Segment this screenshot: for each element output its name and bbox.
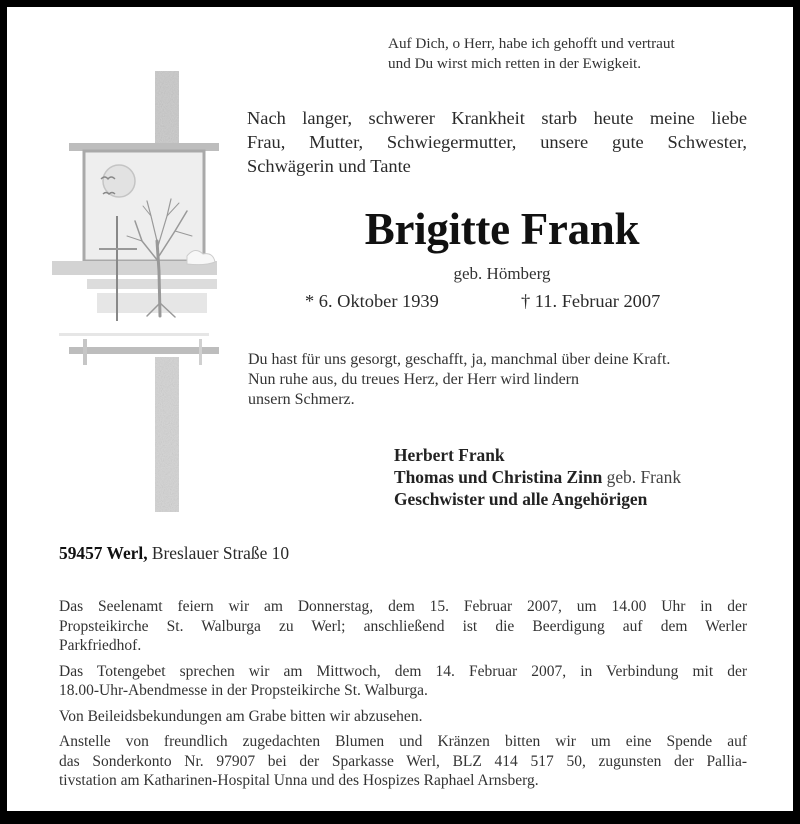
mourner-3: Geschwister und alle Angehörigen [394, 489, 648, 509]
motto [388, 34, 675, 74]
verse-line-1: Du hast für uns gesorgt, geschafft, ja, manchmal über deine Kraft. [248, 351, 671, 368]
mourner-2-maiden: geb. Frank [602, 467, 682, 487]
notes-paragraph-donation [59, 732, 747, 791]
notes-p4-line-2: das Sonderkonto Nr. 97907 bei der Sparkasse Werl, BLZ 414 517 50, zugunsten der Pallia- [59, 752, 747, 770]
death-date: † 11. Februar 2007 [521, 291, 661, 311]
motto-line-2: und Du wirst mich retten in der Ewigkeit. [388, 55, 642, 72]
maiden-name: geb. Hömberg [453, 264, 551, 283]
mourner-1: Herbert Frank [394, 445, 505, 465]
deceased-name: Brigitte Frank [364, 204, 640, 254]
verse-line-2: Nun ruhe aus, du treues Herz, der Herr wird lindern [248, 371, 579, 388]
notes-p2-line-2: 18.00-Uhr-Abendmesse in der Propsteikirche St. Walburga. [59, 682, 428, 699]
address-city: 59457 Werl, [59, 543, 148, 563]
intro-line-1: Nach langer, schwerer Krankheit starb heute meine liebe [247, 108, 747, 128]
verse [248, 350, 670, 410]
notes-p4-line-1: Anstelle von freundlich zugedachten Blumen und Kränzen bitten wir um eine Spende auf [59, 733, 747, 750]
mourners-list [394, 444, 681, 510]
mourner-2-names: Thomas und Christina Zinn [394, 467, 603, 487]
notes-p2-line-1: Das Totengebet sprechen wir am Mittwoch, dem 14. Februar 2007, in Verbindung mit der [59, 662, 747, 680]
mourner-2 [394, 466, 681, 488]
address [59, 543, 289, 564]
intro-line-3: Schwägerin und Tante [247, 156, 411, 176]
notes-paragraph-requiem [59, 597, 747, 656]
verse-line-3: unsern Schmerz. [248, 391, 355, 408]
intro-text [247, 106, 747, 178]
funeral-notes [59, 597, 747, 797]
obituary-page [7, 7, 793, 811]
notes-p1-line-2: Propsteikirche St. Walburga zu Werl; anschließend ist die Beerdigung auf dem Werler [59, 617, 747, 635]
notes-p1-line-3: Parkfriedhof. [59, 637, 142, 654]
notes-p1-line-1: Das Seelenamt feiern wir am Donnerstag, dem 15. Februar 2007, um 14.00 Uhr in der [59, 598, 747, 615]
cross-with-tree-landscape-icon [47, 71, 222, 531]
notes-paragraph-condolences [59, 707, 747, 727]
intro-line-2: Frau, Mutter, Schwiegermutter, unsere gute Schwester, [247, 132, 747, 152]
birth-date: * 6. Oktober 1939 [305, 291, 439, 311]
motto-line-1: Auf Dich, o Herr, habe ich gehofft und vertraut [388, 35, 675, 52]
notes-p3-line-1: Von Beileidsbekundungen am Grabe bitten wir abzusehen. [59, 707, 423, 725]
notes-p4-line-3: tivstation am Katharinen-Hospital Unna und des Hospizes Raphael Arnsberg. [59, 772, 539, 789]
address-street: Breslauer Straße 10 [147, 543, 290, 563]
notes-paragraph-prayer [59, 662, 747, 701]
